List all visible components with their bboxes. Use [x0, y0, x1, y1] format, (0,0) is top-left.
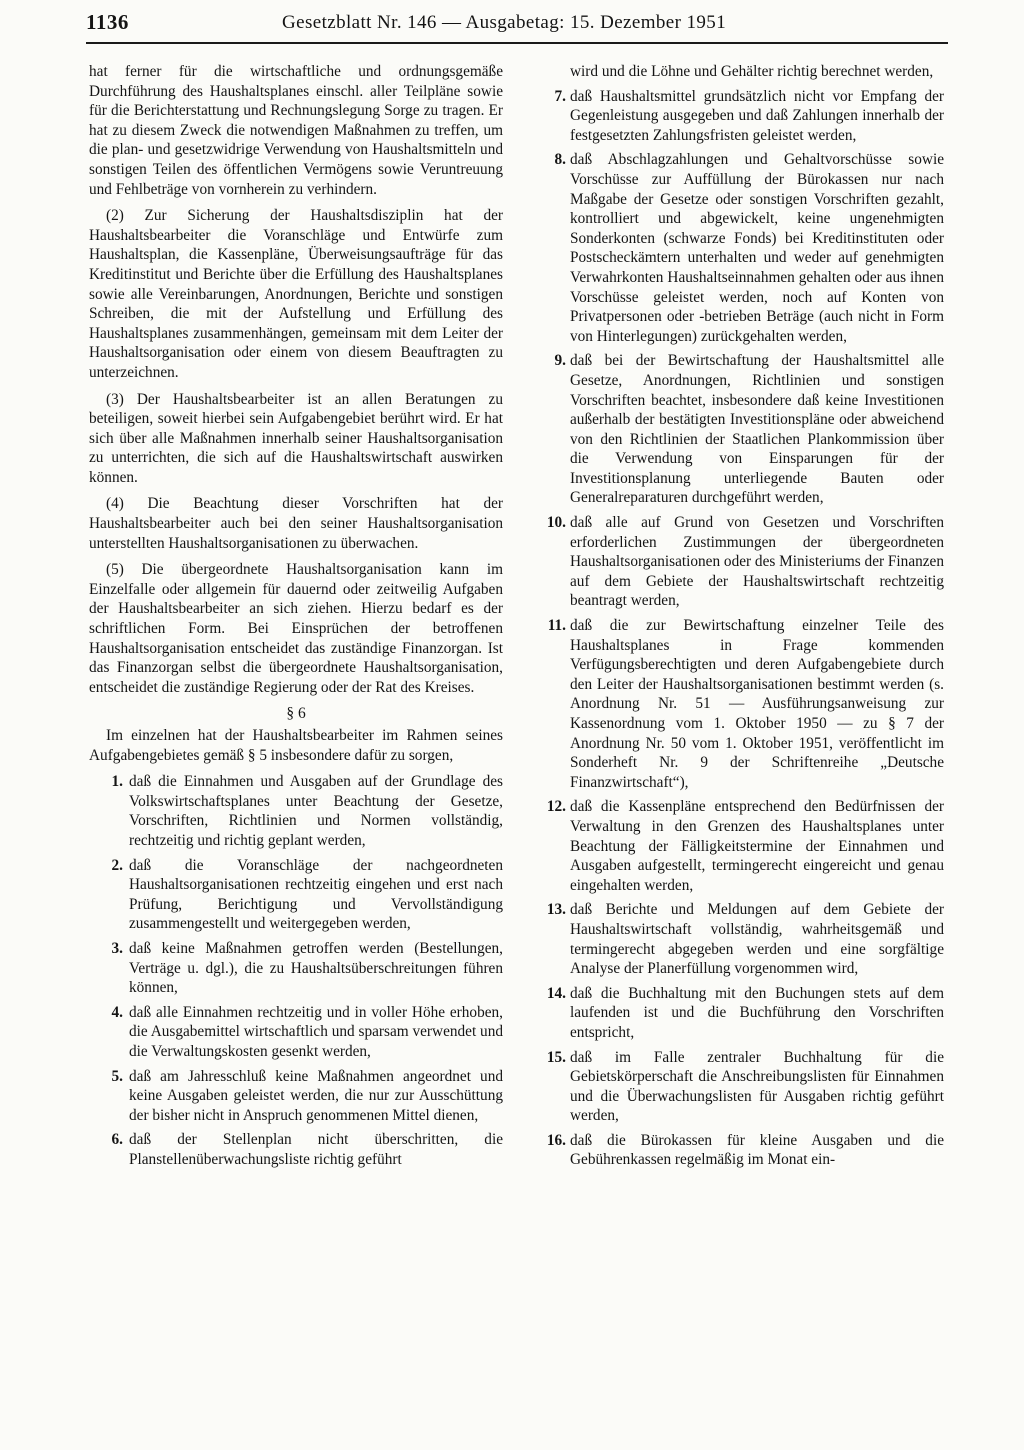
- paragraph-1-continuation: hat ferner für die wirtschaftliche und ordnungsgemäße Durchführung des Haushaltsplanes einschl. aller Teilpläne sowie für die Berichterstattung und Rechnungslegung Sorge zu tragen. Er hat zu diesem Zweck die notwendigen Maßnahmen zu treffen, um die plan- und gesetzwidrige Verwendung von Haushaltsmitteln und sonstigen Teilen des öffentlichen Vermögens sowie Veruntreuung und Fehlbeträge von vornherein zu verhindern.: [89, 63, 503, 198]
- item-number: 12.: [546, 798, 566, 816]
- list-item: [530, 900, 944, 978]
- list-item: [530, 351, 944, 508]
- list-item: [530, 513, 944, 611]
- item-number: 3.: [111, 939, 123, 957]
- item-text: daß keine Maßnahmen getroffen werden (Bestellungen, Verträge u. dgl.), die zu Haushaltsüberschreitungen führen können,: [129, 939, 503, 997]
- item-text: daß alle auf Grund von Gesetzen und Vorschriften erforderlichen Zustimmungen der übergeordneten Haushaltsorganisationen oder des Ministeriums der Finanzen auf dem Gebiete der Haushaltswirtschaft rechtzeitig beantragt werden,: [570, 514, 944, 610]
- paragraph-4: (4) Die Beachtung dieser Vorschriften hat der Haushaltsbearbeiter auch bei den seiner Haushaltsorganisation unterstellten Haushaltsorganisationen zu überwachen.: [89, 495, 503, 552]
- item-number: 13.: [546, 901, 566, 919]
- list-item: [89, 1130, 503, 1169]
- list-item: [530, 87, 944, 146]
- item-number: 5.: [111, 1067, 123, 1085]
- list-item: [530, 616, 944, 792]
- list-item: [89, 1003, 503, 1062]
- item-number: 11.: [547, 617, 566, 635]
- paragraph-3: (3) Der Haushaltsbearbeiter ist an allen Beratungen zu beteiligen, soweit hierbei sein Aufgabengebiet berührt wird. Er hat sich über alle Maßnahmen innerhalb seiner Haushaltsorganisation zu unterrichten, die sich auf die Haushaltswirtschaft auswirken können.: [89, 390, 503, 486]
- item-text: daß die Bürokassen für kleine Ausgaben und die Gebührenkassen regelmäßig im Monat ein-: [570, 1131, 944, 1169]
- item-text: daß Berichte und Meldungen auf dem Gebiete der Haushaltswirtschaft vollständig, wahrheitsgemäß und termingerecht abgegeben werden und eine sorgfältige Analyse der Planerfüllung vorgenommen wird,: [570, 901, 944, 978]
- list-item: [530, 150, 944, 346]
- item-number: 9.: [554, 352, 566, 370]
- right-column: [530, 62, 944, 1175]
- item-number: 6.: [111, 1131, 123, 1149]
- item-text: daß die Kassenpläne entsprechend den Bedürfnissen der Verwaltung in den Grenzen des Haushaltsplanes unter Beachtung der Fälligkeitstermine der Einnahmen und Ausgaben aufgestellt, termingerecht eingereicht und genau eingehalten werden,: [570, 798, 944, 894]
- item-number: 7.: [554, 87, 566, 105]
- page-number: 1136: [86, 10, 129, 34]
- list-item: [89, 856, 503, 934]
- item-text: daß die Buchhaltung mit den Buchungen stets auf dem laufenden ist und die Buchführung den Vorschriften entspricht,: [570, 984, 944, 1041]
- page-header: [86, 10, 948, 46]
- list-item: [89, 939, 503, 998]
- item-text: daß im Falle zentraler Buchhaltung für die Gebietskörperschaft die Anschreibungslisten für Einnahmen und die Überwachungslisten für Ausgaben richtig geführt werden,: [570, 1048, 944, 1125]
- item-text: daß der Stellenplan nicht überschritten, die Planstellenüberwachungsliste richtig geführt: [129, 1131, 503, 1168]
- item-number: 2.: [111, 856, 123, 874]
- list-item: [530, 797, 944, 895]
- left-column: [89, 62, 503, 1174]
- list-item: [89, 1067, 503, 1126]
- paragraph-2: (2) Zur Sicherung der Haushaltsdisziplin hat der Haushaltsbearbeiter die Voranschläge und Entwürfe zum Haushaltsplan, die Kassenpläne, Überweisungsaufträge für das Kreditinstitut und Berichte über die Erfüllung des Haushaltsplanes sowie alle Vereinbarungen, Anordnungen, Berichte und sonstigen Schreiben, die mit der Aufstellung und Erfüllung des Haushaltsplanes zusammenhängen, gemeinsam mit dem Leiter der Haushaltsorganisation oder einem von diesem Beauftragten zu unterzeichnen.: [89, 207, 503, 381]
- item-text: daß Haushaltsmittel grundsätzlich nicht vor Empfang der Gegenleistung ausgegeben und daß Zahlungen innerhalb der festgesetzten Zahlungsfristen geleistet werden,: [570, 87, 944, 144]
- item-number: 15.: [546, 1048, 566, 1066]
- item-number: 10.: [546, 514, 566, 532]
- item-6-continuation: wird und die Löhne und Gehälter richtig berechnet werden,: [570, 63, 934, 80]
- item-text: daß die zur Bewirtschaftung einzelner Teile des Haushaltsplanes in Frage kommenden Verfügungsberechtigten und deren Aufgabengebiete durch den Leiter der Haushaltsorganisationen bestimmt werden (s. Anordnung Nr. 51 — Ausführungsanweisung zur Kassenordnung vom 1. Oktober 1950 — zu § 7 der Anordnung Nr. 50 vom 1. Oktober 1951, veröffentlicht im Sonderheft Nr. 9 der Schriftenreihe „Deutsche Finanzwirtschaft“),: [570, 617, 944, 791]
- item-text: daß am Jahresschluß keine Maßnahmen angeordnet und keine Ausgaben geleistet werden, die nur zur Ausschüttung der bisher nicht in Anspruch genommenen Mittel dienen,: [129, 1067, 503, 1124]
- paragraph-5: (5) Die übergeordnete Haushaltsorganisation kann im Einzelfalle oder allgemein für dauernd oder zeitweilig Aufgaben der Haushaltsbearbeiter an sich ziehen. Hierzu bedarf es der schriftlichen Form. Bei Einsprüchen der betroffenen Haushaltsorganisation entscheidet das zuständige Finanzorgan. Ist das Finanzorgan selbst die übergeordnete Haushaltsorganisation, entscheidet die zuständige Regierung oder der Rat des Kreises.: [89, 561, 503, 696]
- item-text: daß die Voranschläge der nachgeordneten Haushaltsorganisationen rechtzeitig eingehen und erst nach Prüfung, Berichtigung und Vervollständigung zusammengestellt und weitergegeben werden,: [129, 856, 503, 933]
- list-item: [530, 1131, 944, 1170]
- section-heading: § 6: [286, 705, 306, 723]
- item-number: 16.: [546, 1131, 566, 1149]
- list-item: [530, 1048, 944, 1126]
- item-number: 1.: [111, 773, 123, 791]
- list-item: [530, 984, 944, 1043]
- item-number: 8.: [554, 151, 566, 169]
- list-item: [89, 772, 503, 850]
- running-title: Gesetzblatt Nr. 146 — Ausgabetag: 15. Dezember 1951: [282, 12, 727, 33]
- item-text: daß die Einnahmen und Ausgaben auf der Grundlage des Volkswirtschaftsplanes unter Beachtung der Gesetze, Vorschriften, Richtlinien und Normen vollständig, rechtzeitig und richtig geplant werden,: [129, 773, 503, 849]
- item-number: 4.: [111, 1003, 123, 1021]
- item-text: daß bei der Bewirtschaftung der Haushaltsmittel alle Gesetze, Anordnungen, Richtlinien und sonstigen Vorschriften beachtet, insbesondere daß keine Investitionen außerhalb der bestätigten Investitionspläne oder abweichend von den Richtlinien der Staatlichen Plankommission über die Verwendung von Einsparungen für der Investitionsplanung unterliegende Bauten oder Generalreparaturen durchgeführt werden,: [570, 352, 944, 507]
- section-intro: Im einzelnen hat der Haushaltsbearbeiter im Rahmen seines Aufgabengebietes gemäß § 5 insbesondere dafür zu sorgen,: [89, 727, 503, 764]
- item-text: daß Abschlagzahlungen und Gehaltvorschüsse sowie Vorschüsse zur Auffüllung der Bürokassen nur nach Maßgabe der Gesetze oder sonstigen Vorschriften gezahlt, kontrolliert und abgewickelt, keine ungenehmigten Sonderkonten (schwarze Fonds) bei Kreditinstituten oder Postscheckämtern unterhalten und weder auf genehmigten Verwahrkonten Haushaltseinnahmen gehalten oder aus ihnen Vorschüsse geleistet werden, noch auf Konten von Privatpersonen oder -betrieben Beträge (auch nicht in Form von Hinterlegungen) zurückgehalten werden,: [570, 151, 944, 345]
- item-number: 14.: [546, 984, 566, 1002]
- header-rule: [86, 42, 948, 44]
- item-text: daß alle Einnahmen rechtzeitig und in voller Höhe erhoben, die Ausgabemittel wirtschaftlich und sparsam verwendet und die Verwaltungskosten gesenkt werden,: [129, 1003, 503, 1060]
